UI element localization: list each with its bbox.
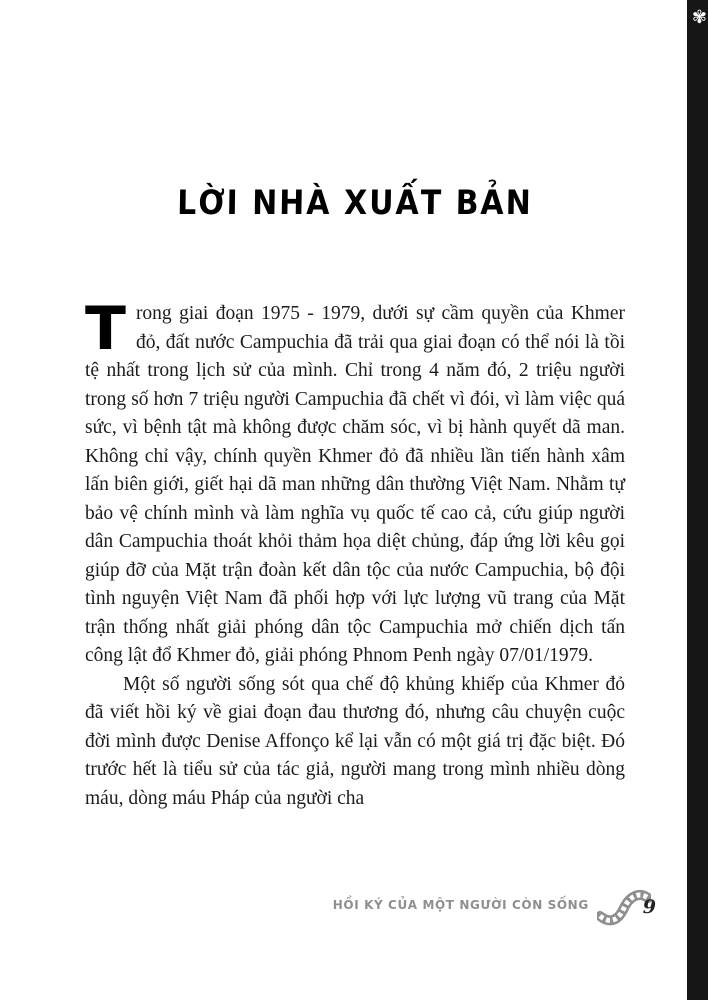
dropcap-letter: T: [85, 294, 126, 364]
page-number: 9: [642, 896, 656, 918]
page-edge-strip: [687, 0, 708, 1000]
chapter-title: LỜI NHÀ XUẤT BẢN: [176, 183, 534, 224]
paragraph-2: Một số người sống sót qua chế độ khủng khiếp của Khmer đỏ đã viết hồi ký về giai đoạn đau thương đó, nhưng câu chuyện cuộc đời mình được Denise Affonço kể lại vẫn có một giá trị đặc biệt. Đó trước hết là tiểu sử của tác giả, người mang trong mình nhiều dòng máu, dòng máu Pháp của người cha: [85, 673, 625, 809]
paragraph-1: [85, 294, 625, 671]
running-footer-title: HỒI KÝ CỦA MỘT NGƯỜI CÒN SỐNG: [332, 897, 589, 913]
paragraph-1-text: rong giai đoạn 1975 - 1979, dưới sự cầm quyền của Khmer đỏ, đất nước Campuchia đã trải qua giai đoạn có thể nói là tồi tệ nhất trong lịch sử của mình. Chỉ trong 4 năm đó, 2 triệu người trong số hơn 7 triệu người Campuchia đã chết vì đói, vì làm việc quá sức, vì bệnh tật mà không được chăm sóc, vì bị hành quyết dã man. Không chỉ vậy, chính quyền Khmer đỏ đã nhiều lần tiến hành xâm lấn biên giới, giết hại dã man những dân thường Việt Nam. Nhằm tự bảo vệ chính mình và làm nghĩa vụ quốc tế cao cả, cứu giúp người dân Campuchia thoát khỏi thảm họa diệt chủng, đáp ứng lời kêu gọi giúp đỡ của Mặt trận đoàn kết dân tộc của nước Campuchia, bộ đội tình nguyện Việt Nam đã phối hợp với lực lượng vũ trang của Mặt trận thống nhất giải phóng dân tộc Campuchia mở chiến dịch tấn công lật đổ Khmer đỏ, giải phóng Phnom Penh ngày 07/01/1979.: [85, 303, 625, 666]
page-footer: [333, 884, 656, 926]
flower-icon: ✾: [691, 7, 707, 28]
body-text-block: [85, 294, 625, 813]
